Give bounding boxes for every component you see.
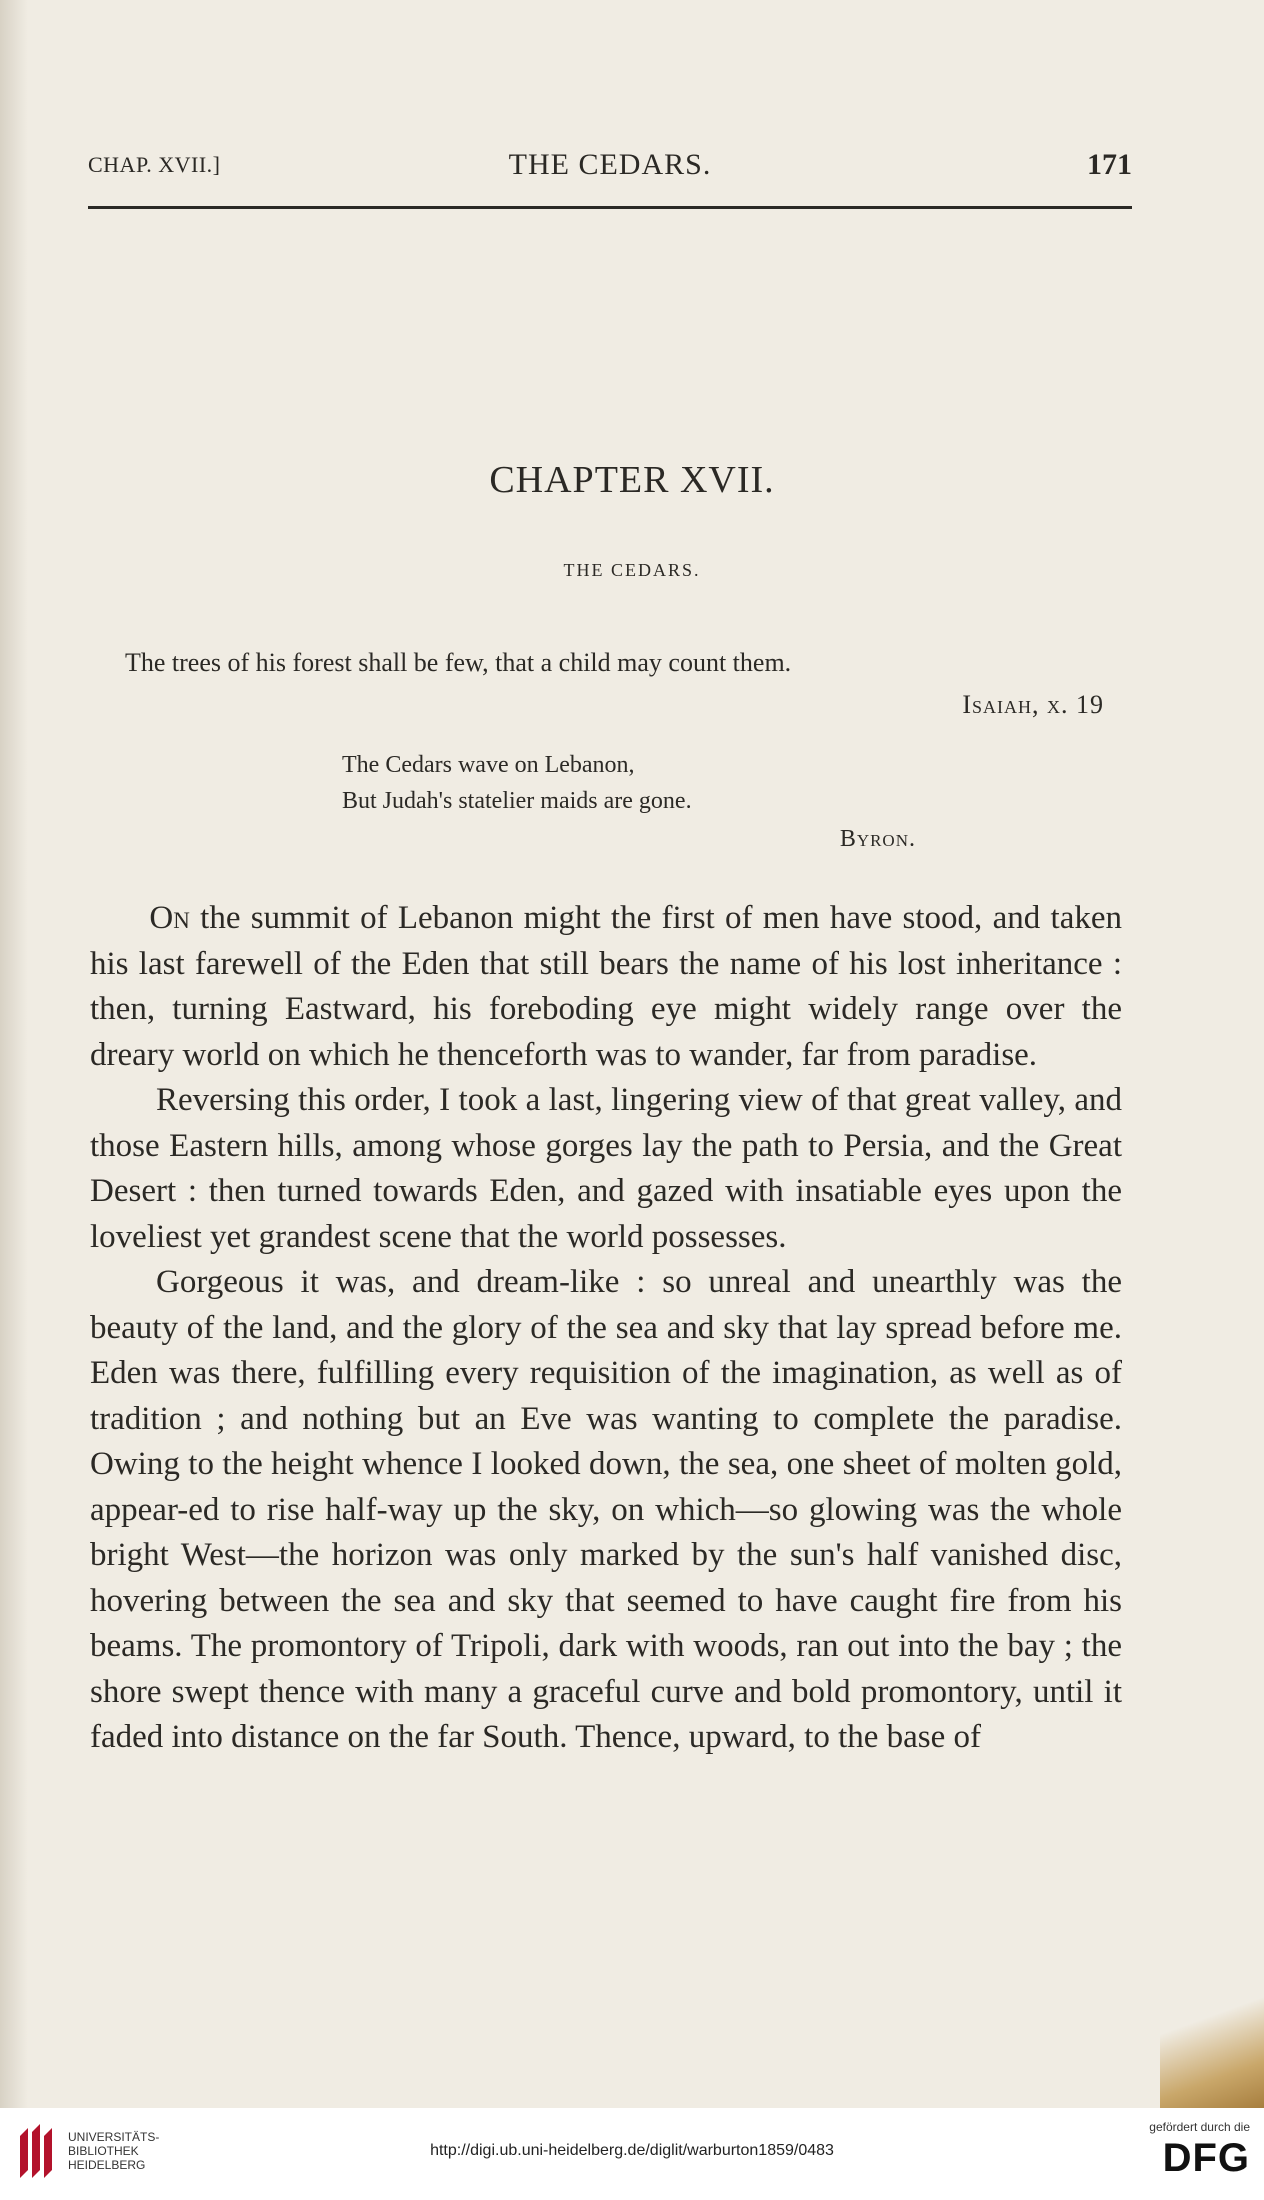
epigraph-quote: The trees of his forest shall be few, that a child may count them. <box>125 648 792 677</box>
header-rule <box>88 206 1132 209</box>
running-header <box>88 148 1132 188</box>
header-chapter-ref: CHAP. XVII.] <box>88 152 221 177</box>
page-edge-shadow <box>0 0 28 2108</box>
paragraph-1 <box>90 896 1122 1078</box>
verse-line-1: The Cedars wave on Lebanon, <box>342 752 635 778</box>
source-url[interactable]: http://digi.ub.uni-heidelberg.de/diglit/warburton1859/0483 <box>430 2142 834 2159</box>
chapter-title: CHAPTER XVII. <box>489 459 775 501</box>
paragraph-3: Gorgeous it was, and dream-like : so unreal and unearthly was the beauty of the land, and the glory of the sea and sky that lay spread before me. Eden was there, fulfilling every requisition of the imagination, as well as of tradition ; and nothing but an Eve was wanting to complete the paradise. Owing to the height whence I looked down, the sea, one sheet of molten gold, appear-ed to rise half-way up the sky, on which—so glowing was the whole bright West—the horizon was only marked by the sun's half vanished disc, hovering between the sea and sky that seemed to have caught fire from his beams. The promontory of Tripoli, dark with woods, ran out into the bay ; the shore swept thence with many a graceful curve and bold promontory, until it faded into distance on the far South. Thence, upward, to the base of <box>90 1264 1122 1755</box>
paragraph-2: Reversing this order, I took a last, lingering view of that great valley, and those Eastern hills, among whose gorges lay the path to Persia, and the Great Desert : then turned towards Eden, and gazed with insatiable eyes upon the loveliest yet grandest scene that the world possesses. <box>90 1082 1122 1255</box>
paragraph-dropcap: On <box>149 900 190 936</box>
library-name-line2: BIBLIOTHEK <box>68 2144 139 2158</box>
page-corner-stain <box>1160 1960 1264 2108</box>
verse-line-2: But Judah's statelier maids are gone. <box>342 788 692 814</box>
funded-by-text: gefördert durch die <box>1149 2120 1250 2134</box>
library-name-line3: HEIDELBERG <box>68 2158 146 2172</box>
paragraph-1-text: the summit of Lebanon might the first of men have stood, and taken his last farewell of the Eden that still bears the name of his lost inheritance : then, turning Eastward, his foreboding eye might widely range over the dreary world on which he thenceforth was to wander, far from paradise. <box>90 900 1122 1073</box>
dfg-logo: DFG <box>1162 2136 1250 2180</box>
library-name-line1: UNIVERSITÄTS- <box>68 2130 160 2144</box>
body-text <box>90 896 1122 1761</box>
chapter-subtitle: THE CEDARS. <box>563 560 701 580</box>
header-title: THE CEDARS. <box>508 148 712 181</box>
epigraph-attribution: Isaiah, x. 19 <box>962 690 1104 719</box>
page-number: 171 <box>1087 148 1132 181</box>
verse-attribution: Byron. <box>839 826 916 852</box>
